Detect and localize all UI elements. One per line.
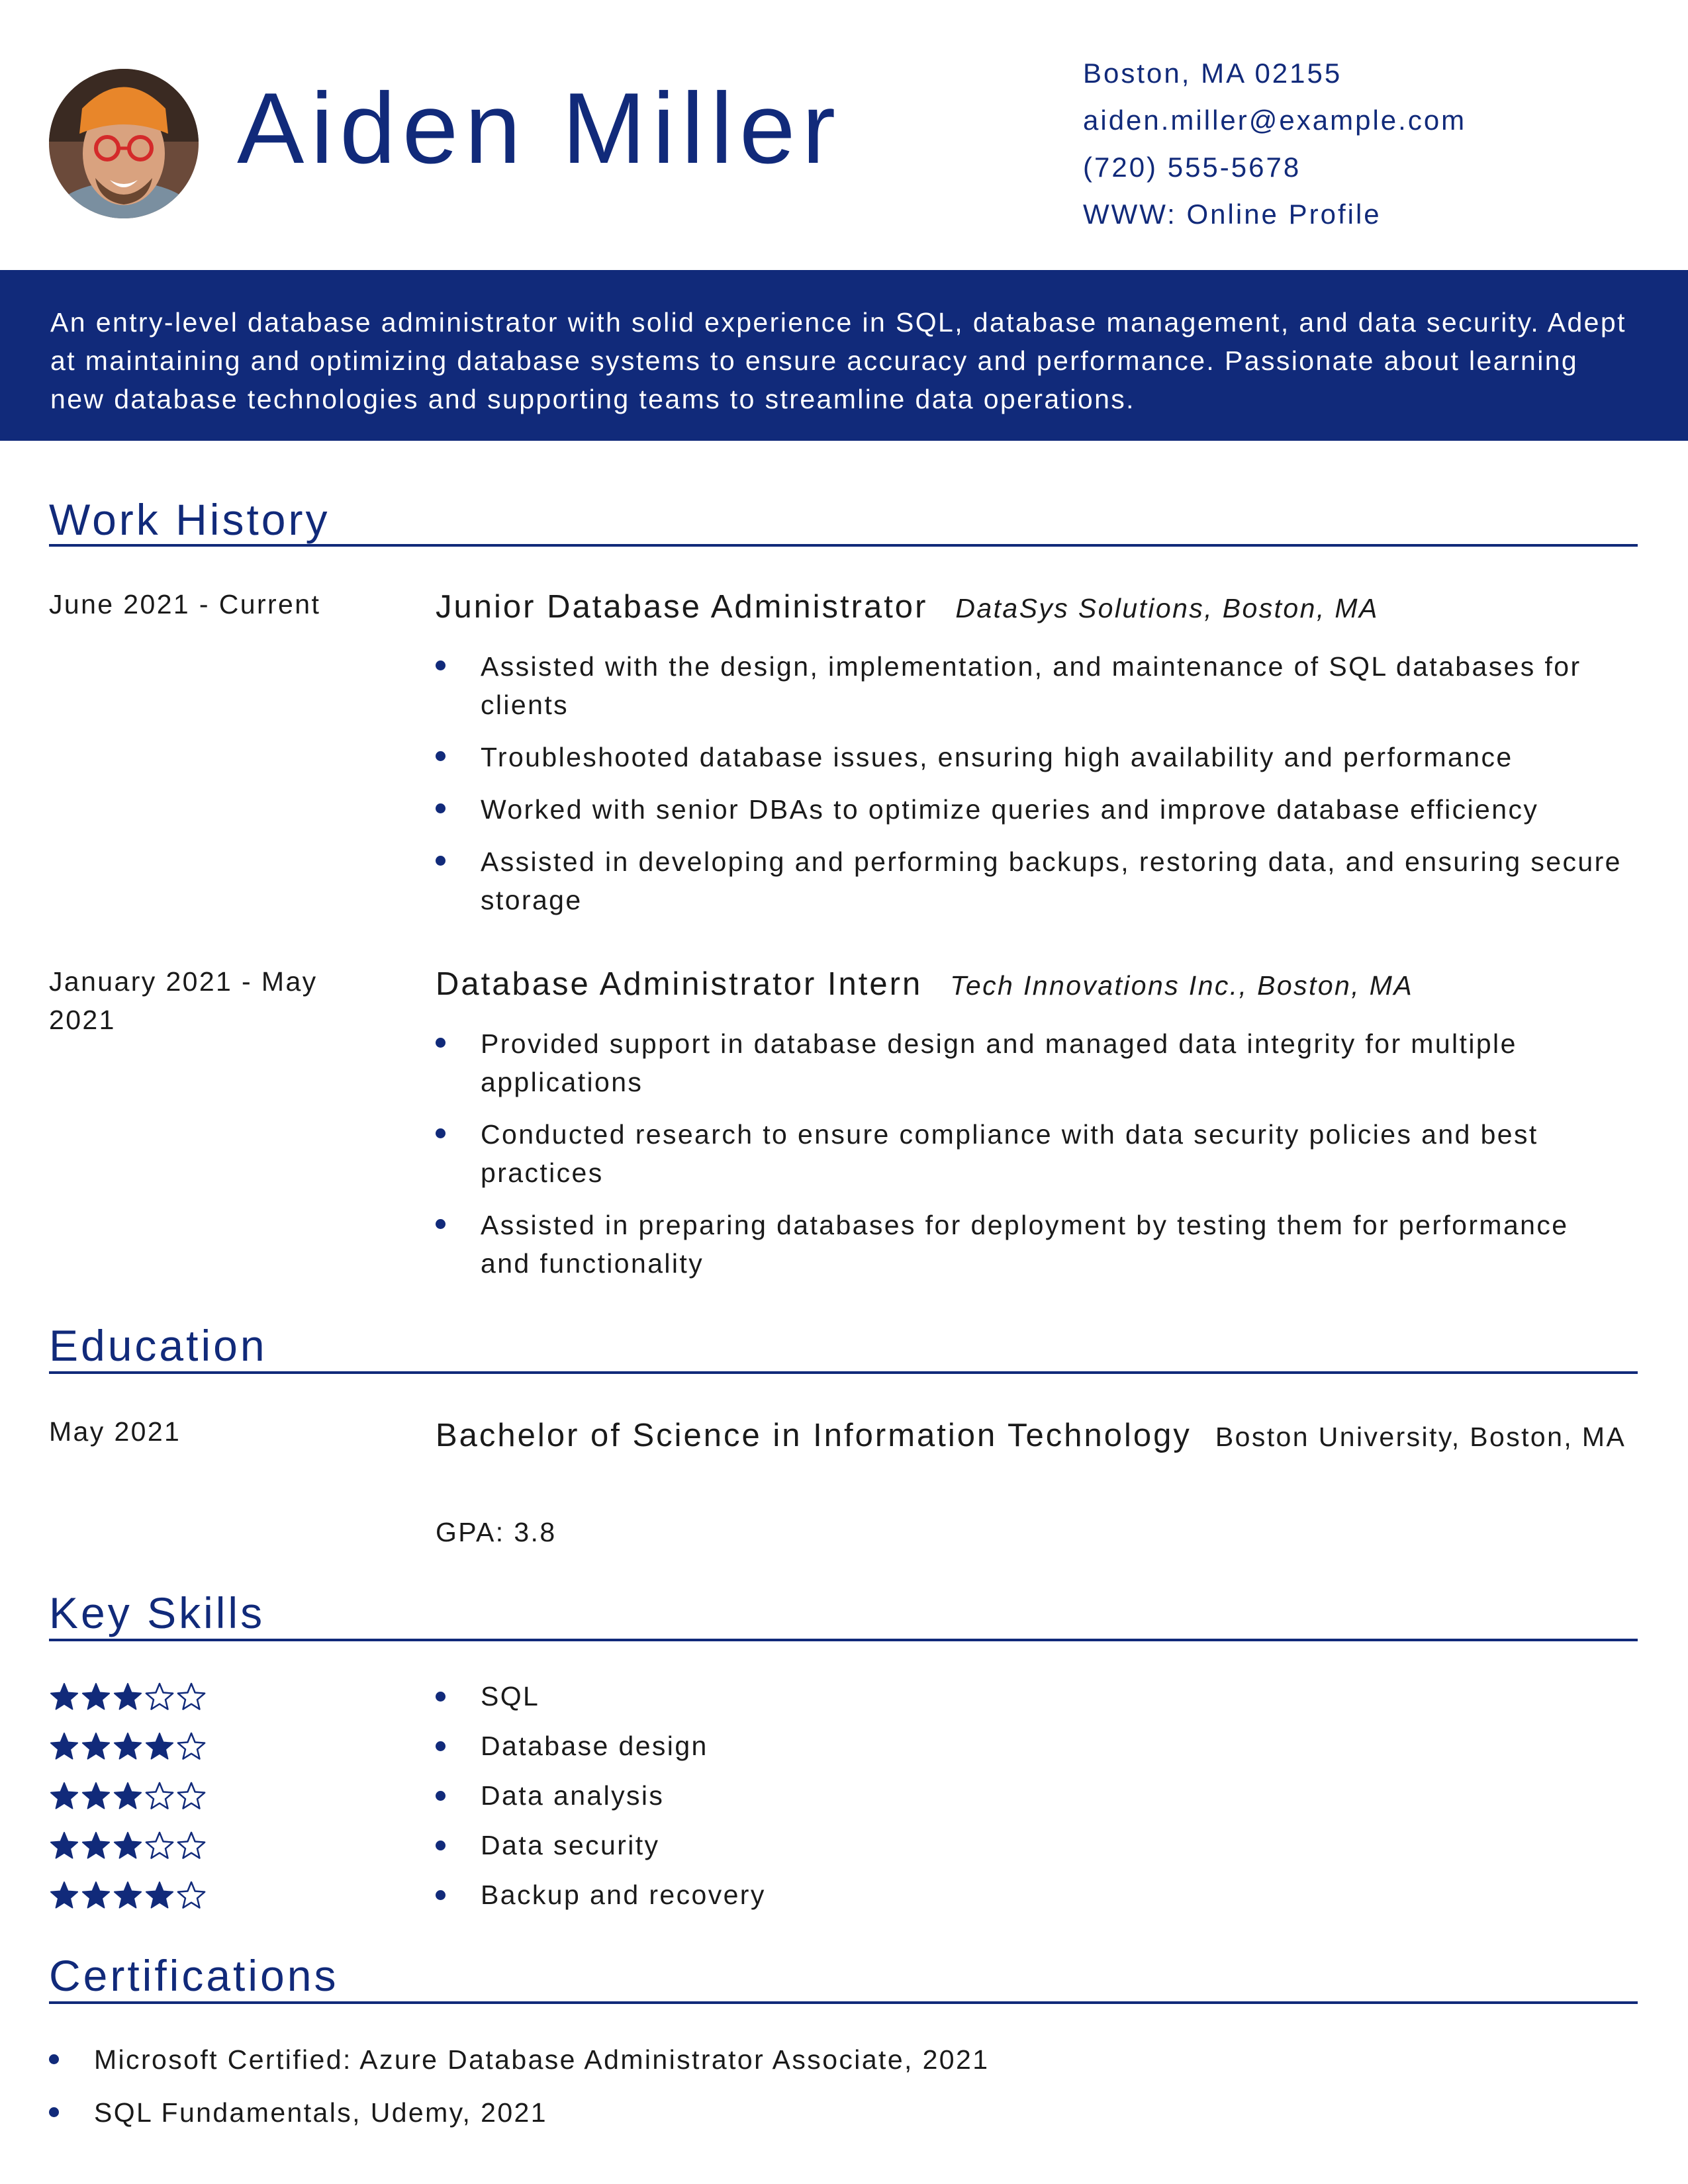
education-heading: Education: [49, 1321, 267, 1370]
job-2-dates: January 2021 - May 2021: [49, 966, 318, 1035]
bullet-text: Worked with senior DBAs to optimize queries and improve database efficiency: [481, 794, 1539, 825]
skill-name: Backup and recovery: [481, 1880, 766, 1910]
certifications-heading: Certifications: [49, 1951, 339, 2000]
bullet-text: Provided support in database design and managed data integrity for multiple applications: [481, 1028, 1517, 1097]
contact-phone[interactable]: (720) 555-5678: [1083, 152, 1301, 183]
star-filled-icon: [81, 1682, 111, 1712]
list-item: [436, 647, 1627, 724]
list-item: [436, 1721, 766, 1771]
bullet-icon: [436, 1890, 445, 1900]
star-filled-icon: [49, 1781, 79, 1811]
education-date: May 2021: [49, 1416, 181, 1447]
job-1-header: [436, 588, 1379, 627]
list-item: [436, 790, 1627, 829]
school-name: Boston University, Boston, MA: [1215, 1422, 1626, 1452]
star-filled-icon: [144, 1880, 175, 1911]
education-gpa: GPA: 3.8: [436, 1517, 557, 1547]
certifications-list: [49, 2033, 989, 2139]
list-item: [436, 1870, 766, 1920]
list-item: [436, 1821, 766, 1870]
bullet-text: Assisted in preparing databases for deployment by testing them for performance and functionality: [481, 1210, 1569, 1279]
star-filled-icon: [81, 1731, 111, 1762]
education-header: [436, 1412, 1640, 1460]
bullet-icon: [436, 1219, 445, 1229]
list-item: [436, 1115, 1627, 1192]
skill-ratings: [49, 1672, 221, 1920]
list-item: [436, 1024, 1627, 1101]
star-empty-icon: [144, 1682, 175, 1712]
bullet-icon: [436, 803, 445, 813]
list-item: [436, 1206, 1627, 1283]
profile-photo: [49, 69, 199, 218]
star-empty-icon: [144, 1781, 175, 1811]
star-filled-icon: [49, 1731, 79, 1762]
star-filled-icon: [81, 1880, 111, 1911]
job-1-title: Junior Database Administrator: [436, 589, 928, 625]
star-filled-icon: [49, 1880, 79, 1911]
certification-text: Microsoft Certified: Azure Database Administrator Associate, 2021: [94, 2044, 990, 2075]
job-2-bullets: [436, 1024, 1627, 1297]
star-filled-icon: [81, 1831, 111, 1861]
bullet-icon: [436, 660, 445, 670]
contact-website[interactable]: WWW: Online Profile: [1083, 199, 1382, 230]
star-rating: [49, 1821, 221, 1870]
bullet-icon: [436, 856, 445, 866]
work-history-divider: [49, 544, 1638, 547]
certifications-divider: [49, 2001, 1638, 2004]
certification-text: SQL Fundamentals, Udemy, 2021: [94, 2097, 547, 2128]
summary-text: An entry-level database administrator with solid experience in SQL, database management, and data security. Adept at maintaining and optimizing database systems to ensure accuracy and performance. Passionate about learning new database technologies and supporting teams to streamline data operations.: [50, 307, 1626, 414]
star-filled-icon: [81, 1781, 111, 1811]
star-filled-icon: [113, 1831, 143, 1861]
bullet-text: Assisted with the design, implementation, and maintenance of SQL databases for clients: [481, 651, 1581, 720]
list-item: [49, 2033, 989, 2086]
bullet-text: Conducted research to ensure compliance with data security policies and best practices: [481, 1119, 1538, 1188]
job-1-company: DataSys Solutions, Boston, MA: [955, 593, 1379, 623]
resume-header: [0, 0, 1688, 270]
bullet-text: Troubleshooted database issues, ensuring high availability and performance: [481, 742, 1513, 772]
contact-email[interactable]: aiden.miller@example.com: [1083, 105, 1467, 136]
star-filled-icon: [49, 1831, 79, 1861]
star-rating: [49, 1870, 221, 1920]
bullet-icon: [436, 1791, 445, 1801]
summary-banner: [0, 270, 1688, 441]
skills-heading: Key Skills: [49, 1588, 265, 1637]
candidate-name: Aiden Miller: [237, 72, 843, 185]
contact-info: [1083, 57, 1466, 245]
bullet-icon: [436, 1741, 445, 1751]
list-item: [436, 1771, 766, 1821]
job-2-header: [436, 965, 1413, 1005]
contact-address: Boston, MA 02155: [1083, 58, 1342, 89]
star-rating: [49, 1672, 221, 1721]
avatar-illustration: [49, 69, 199, 218]
skill-name: Database design: [481, 1731, 708, 1761]
star-empty-icon: [176, 1831, 207, 1861]
bullet-icon: [49, 2054, 59, 2064]
skill-name: Data security: [481, 1830, 660, 1860]
job-1-bullets: [436, 647, 1627, 933]
star-filled-icon: [144, 1731, 175, 1762]
star-rating: [49, 1721, 221, 1771]
bullet-icon: [436, 1841, 445, 1850]
skill-name: Data analysis: [481, 1780, 665, 1811]
work-history-heading: Work History: [49, 495, 330, 544]
star-empty-icon: [176, 1682, 207, 1712]
star-filled-icon: [113, 1880, 143, 1911]
star-empty-icon: [144, 1831, 175, 1861]
bullet-icon: [436, 1692, 445, 1702]
list-item: [436, 842, 1627, 919]
list-item: [436, 1672, 766, 1721]
star-empty-icon: [176, 1731, 207, 1762]
bullet-icon: [436, 1038, 445, 1048]
star-filled-icon: [113, 1731, 143, 1762]
star-filled-icon: [49, 1682, 79, 1712]
bullet-icon: [49, 2107, 59, 2117]
job-2-company: Tech Innovations Inc., Boston, MA: [950, 970, 1414, 1001]
bullet-text: Assisted in developing and performing backups, restoring data, and ensuring secure storage: [481, 846, 1622, 915]
job-1-dates: June 2021 - Current: [49, 589, 321, 619]
skills-divider: [49, 1639, 1638, 1641]
skill-name: SQL: [481, 1681, 540, 1711]
list-item: [436, 738, 1627, 776]
list-item: [49, 2086, 989, 2139]
star-rating: [49, 1771, 221, 1821]
education-divider: [49, 1371, 1638, 1374]
star-empty-icon: [176, 1781, 207, 1811]
star-empty-icon: [176, 1880, 207, 1911]
bullet-icon: [436, 1128, 445, 1138]
star-filled-icon: [113, 1781, 143, 1811]
bullet-icon: [436, 751, 445, 761]
skills-list: [436, 1672, 766, 1920]
job-2-title: Database Administrator Intern: [436, 966, 923, 1002]
star-filled-icon: [113, 1682, 143, 1712]
degree-title: Bachelor of Science in Information Technology: [436, 1418, 1192, 1453]
